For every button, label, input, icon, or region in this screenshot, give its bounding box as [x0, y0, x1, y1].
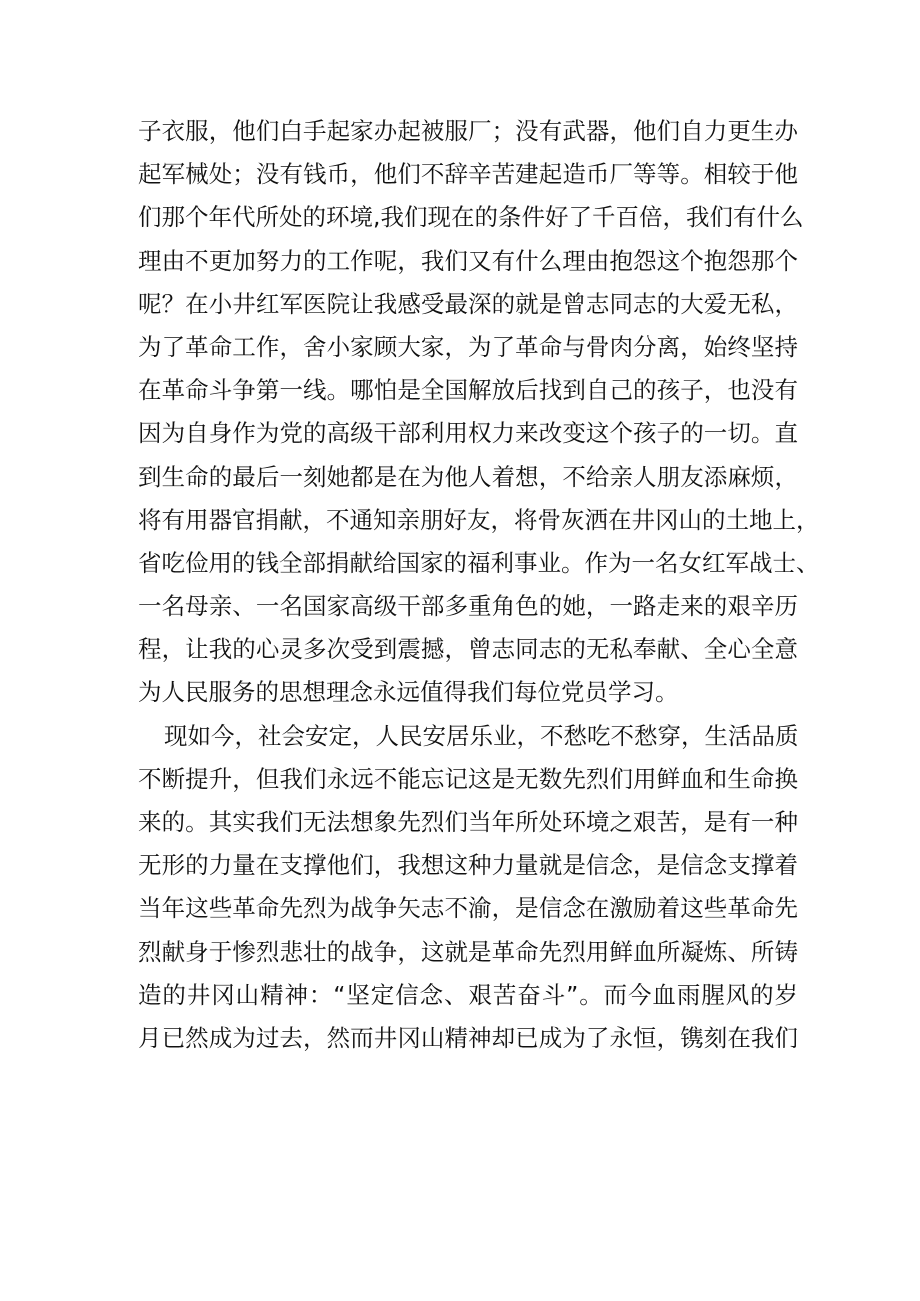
text-line: 程，让我的心灵多次受到震撼，曾志同志的无私奉献、全心全意: [138, 635, 798, 664]
paragraph-1: [138, 110, 820, 715]
text-line: 在革命斗争第一线。哪怕是全国解放后找到自己的孩子，也没有: [138, 376, 798, 405]
text-line: 因为自身作为党的高级干部利用权力来改变这个孩子的一切。直: [138, 419, 798, 448]
text-line: 到生命的最后一刻她都是在为他人着想，不给亲人朋友添麻烦，: [138, 462, 798, 491]
text-line: 将有用器官捐献，不通知亲朋好友，将骨灰洒在井冈山的土地上，: [138, 505, 820, 534]
text-line: 理由不更加努力的工作呢，我们又有什么理由抱怨这个抱怨那个: [138, 246, 798, 275]
paragraph-2: [138, 715, 798, 1061]
text-line: 当年这些革命先烈为战争矢志不渝，是信念在激励着这些革命先: [138, 894, 798, 923]
text-line: 呢？在小井红军医院让我感受最深的就是曾志同志的大爱无私，: [138, 289, 798, 318]
text-line: 子衣服，他们白手起家办起被服厂；没有武器，他们自力更生办: [138, 117, 798, 145]
text-line: 省吃俭用的钱全部捐献给国家的福利事业。作为一名女红军战士、: [138, 548, 820, 577]
text-line: 为了革命工作，舍小家顾大家，为了革命与骨肉分离，始终坚持: [138, 332, 798, 361]
text-line: 们那个年代所处的环境,我们现在的条件好了千百倍，我们有什么: [138, 203, 804, 232]
text-line: 月已然成为过去，然而井冈山精神却已成为了永恒，镌刻在我们: [138, 1023, 798, 1052]
text-line: 现如今，社会安定，人民安居乐业，不愁吃不愁穿，生活品质: [164, 721, 799, 750]
text-line: 起军械处；没有钱币，他们不辞辛苦建起造币厂等等。相较于他: [138, 160, 798, 189]
text-line: 为人民服务的思想理念永远值得我们每位党员学习。: [138, 678, 679, 707]
text-line: 一名母亲、一名国家高级干部多重角色的她，一路走来的艰辛历: [138, 592, 798, 621]
text-line: 来的。其实我们无法想象先烈们当年所处环境之艰苦，是有一种: [138, 808, 798, 836]
text-line: 烈献身于惨烈悲壮的战争，这就是革命先烈用鲜血所凝炼、所铸: [138, 937, 798, 966]
body-text: [138, 110, 820, 1060]
text-line: 造的井冈山精神：“坚定信念、艰苦奋斗”。而今血雨腥风的岁: [138, 980, 798, 1009]
text-line: 无形的力量在支撑他们，我想这种力量就是信念，是信念支撑着: [138, 851, 798, 880]
text-line: 不断提升，但我们永远不能忘记这是无数先烈们用鲜血和生命换: [138, 764, 798, 793]
